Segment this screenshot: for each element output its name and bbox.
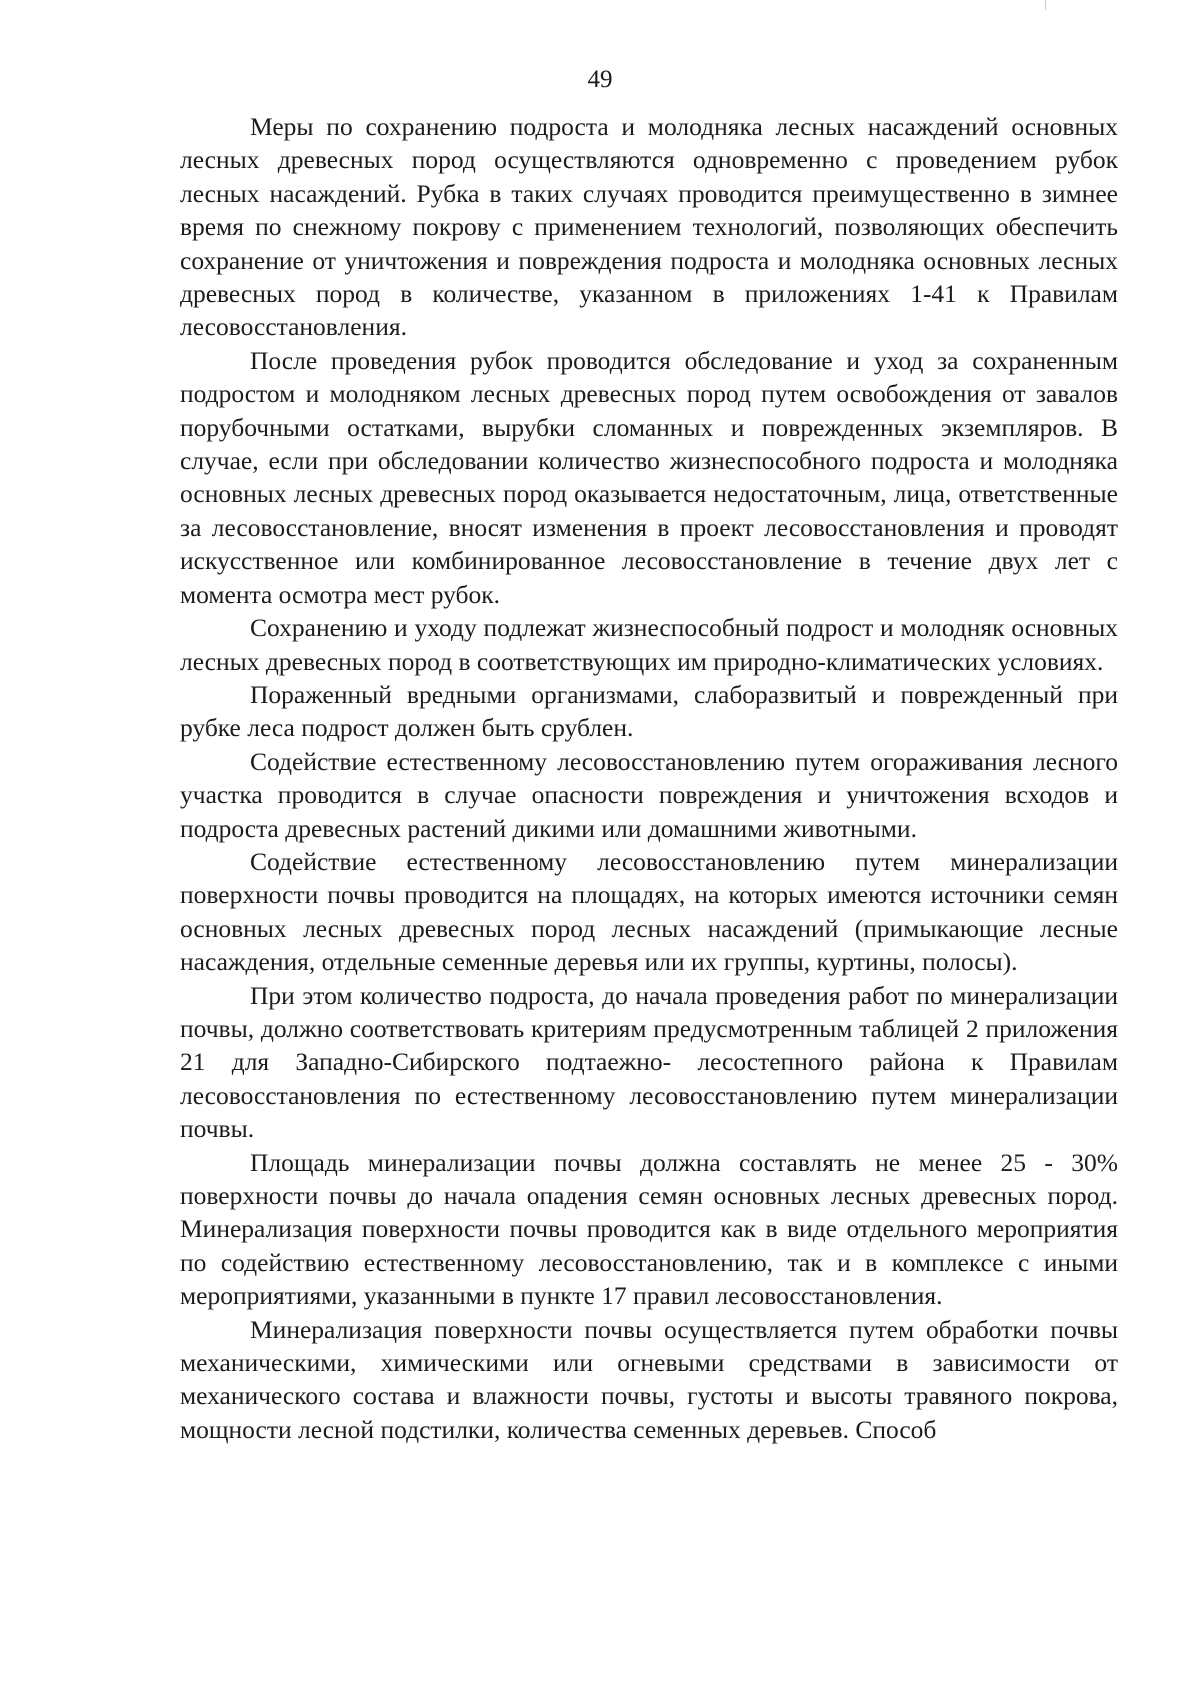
document-body (180, 110, 1118, 1446)
paragraph-damaged-undergrowth: Пораженный вредными организмами, слаборазвитый и поврежденный при рубке леса подрост должен быть срублен. (180, 679, 1118, 743)
scan-artifact-mark (1045, 0, 1046, 10)
paragraph-soil-mineralization: Содействие естественному лесовосстановлению путем минерализации поверхности почвы проводится на площадях, на которых имеются источники семян основных лесных древесных пород лесных насаждений (примыкающие лесные насаждения, отдельные семенные деревья или их группы, куртины, полосы). (180, 846, 1118, 977)
paragraph-viable-undergrowth: Сохранению и уходу подлежат жизнеспособный подрост и молодняк основных лесных древесных пород в соответствующих им природно-климатических условиях. (180, 613, 1118, 676)
paragraph-mineralization-methods: Минерализация поверхности почвы осуществляется путем обработки почвы механическими, химическими или огневыми средствами в зависимости от механического состава и влажности почвы, густоты и высоты травяного покрова, мощности лесной подстилки, количества семенных деревьев. Способ (180, 1314, 1118, 1444)
paragraph-fencing: Содействие естественному лесовосстановлению путем огораживания лесного участка проводится в случае опасности повреждения и уничтожения всходов и подроста древесных растений дикими или домашними животными. (180, 746, 1118, 843)
paragraph-mineralization-area: Площадь минерализации почвы должна составлять не менее 25 - 30% поверхности почвы до начала опадения семян основных лесных древесных пород. Минерализация поверхности почвы проводится как в виде отдельного мероприятия по содействию естественному лесовосстановлению, так и в комплексе с иными мероприятиями, указанными в пункте 17 правил лесовосстановления. (180, 1147, 1118, 1311)
paragraph-post-felling-survey: После проведения рубок проводится обследование и уход за сохраненным подростом и молодняком лесных древесных пород путем освобождения от завалов порубочными остатками, вырубки сломанных и поврежденных экземпляров. В случае, если при обследовании количество жизнеспособного подроста и молодняка основных лесных древесных пород оказывается недостаточным, лица, ответственные за лесовосстановление, вносят изменения в проект лесовосстановления и проводят искусственное или комбинированное лесовосстановление в течение двух лет с момента осмотра мест рубок. (180, 345, 1118, 609)
paragraph-preservation-measures: Меры по сохранению подроста и молодняка лесных насаждений основных лесных древесных пород осуществляются одновременно с проведением рубок лесных насаждений. Рубка в таких случаях проводится преимущественно в зимнее время по снежному покрову с применением технологий, позволяющих обеспечить сохранение от уничтожения и повреждения подроста и молодняка основных лесных древесных пород в количестве, указанном в приложениях 1-41 к Правилам лесовосстановления. (180, 112, 1118, 342)
paragraph-undergrowth-criteria: При этом количество подроста, до начала проведения работ по минерализации почвы, должно соответствовать критериям предусмотренным таблицей 2 приложения 21 для Западно-Сибирского подтаежно- лесостепного района к Правилам лесовосстановления по естественному лесовосстановлению путем минерализации почвы. (180, 980, 1118, 1144)
page-number: 49 (587, 66, 613, 93)
